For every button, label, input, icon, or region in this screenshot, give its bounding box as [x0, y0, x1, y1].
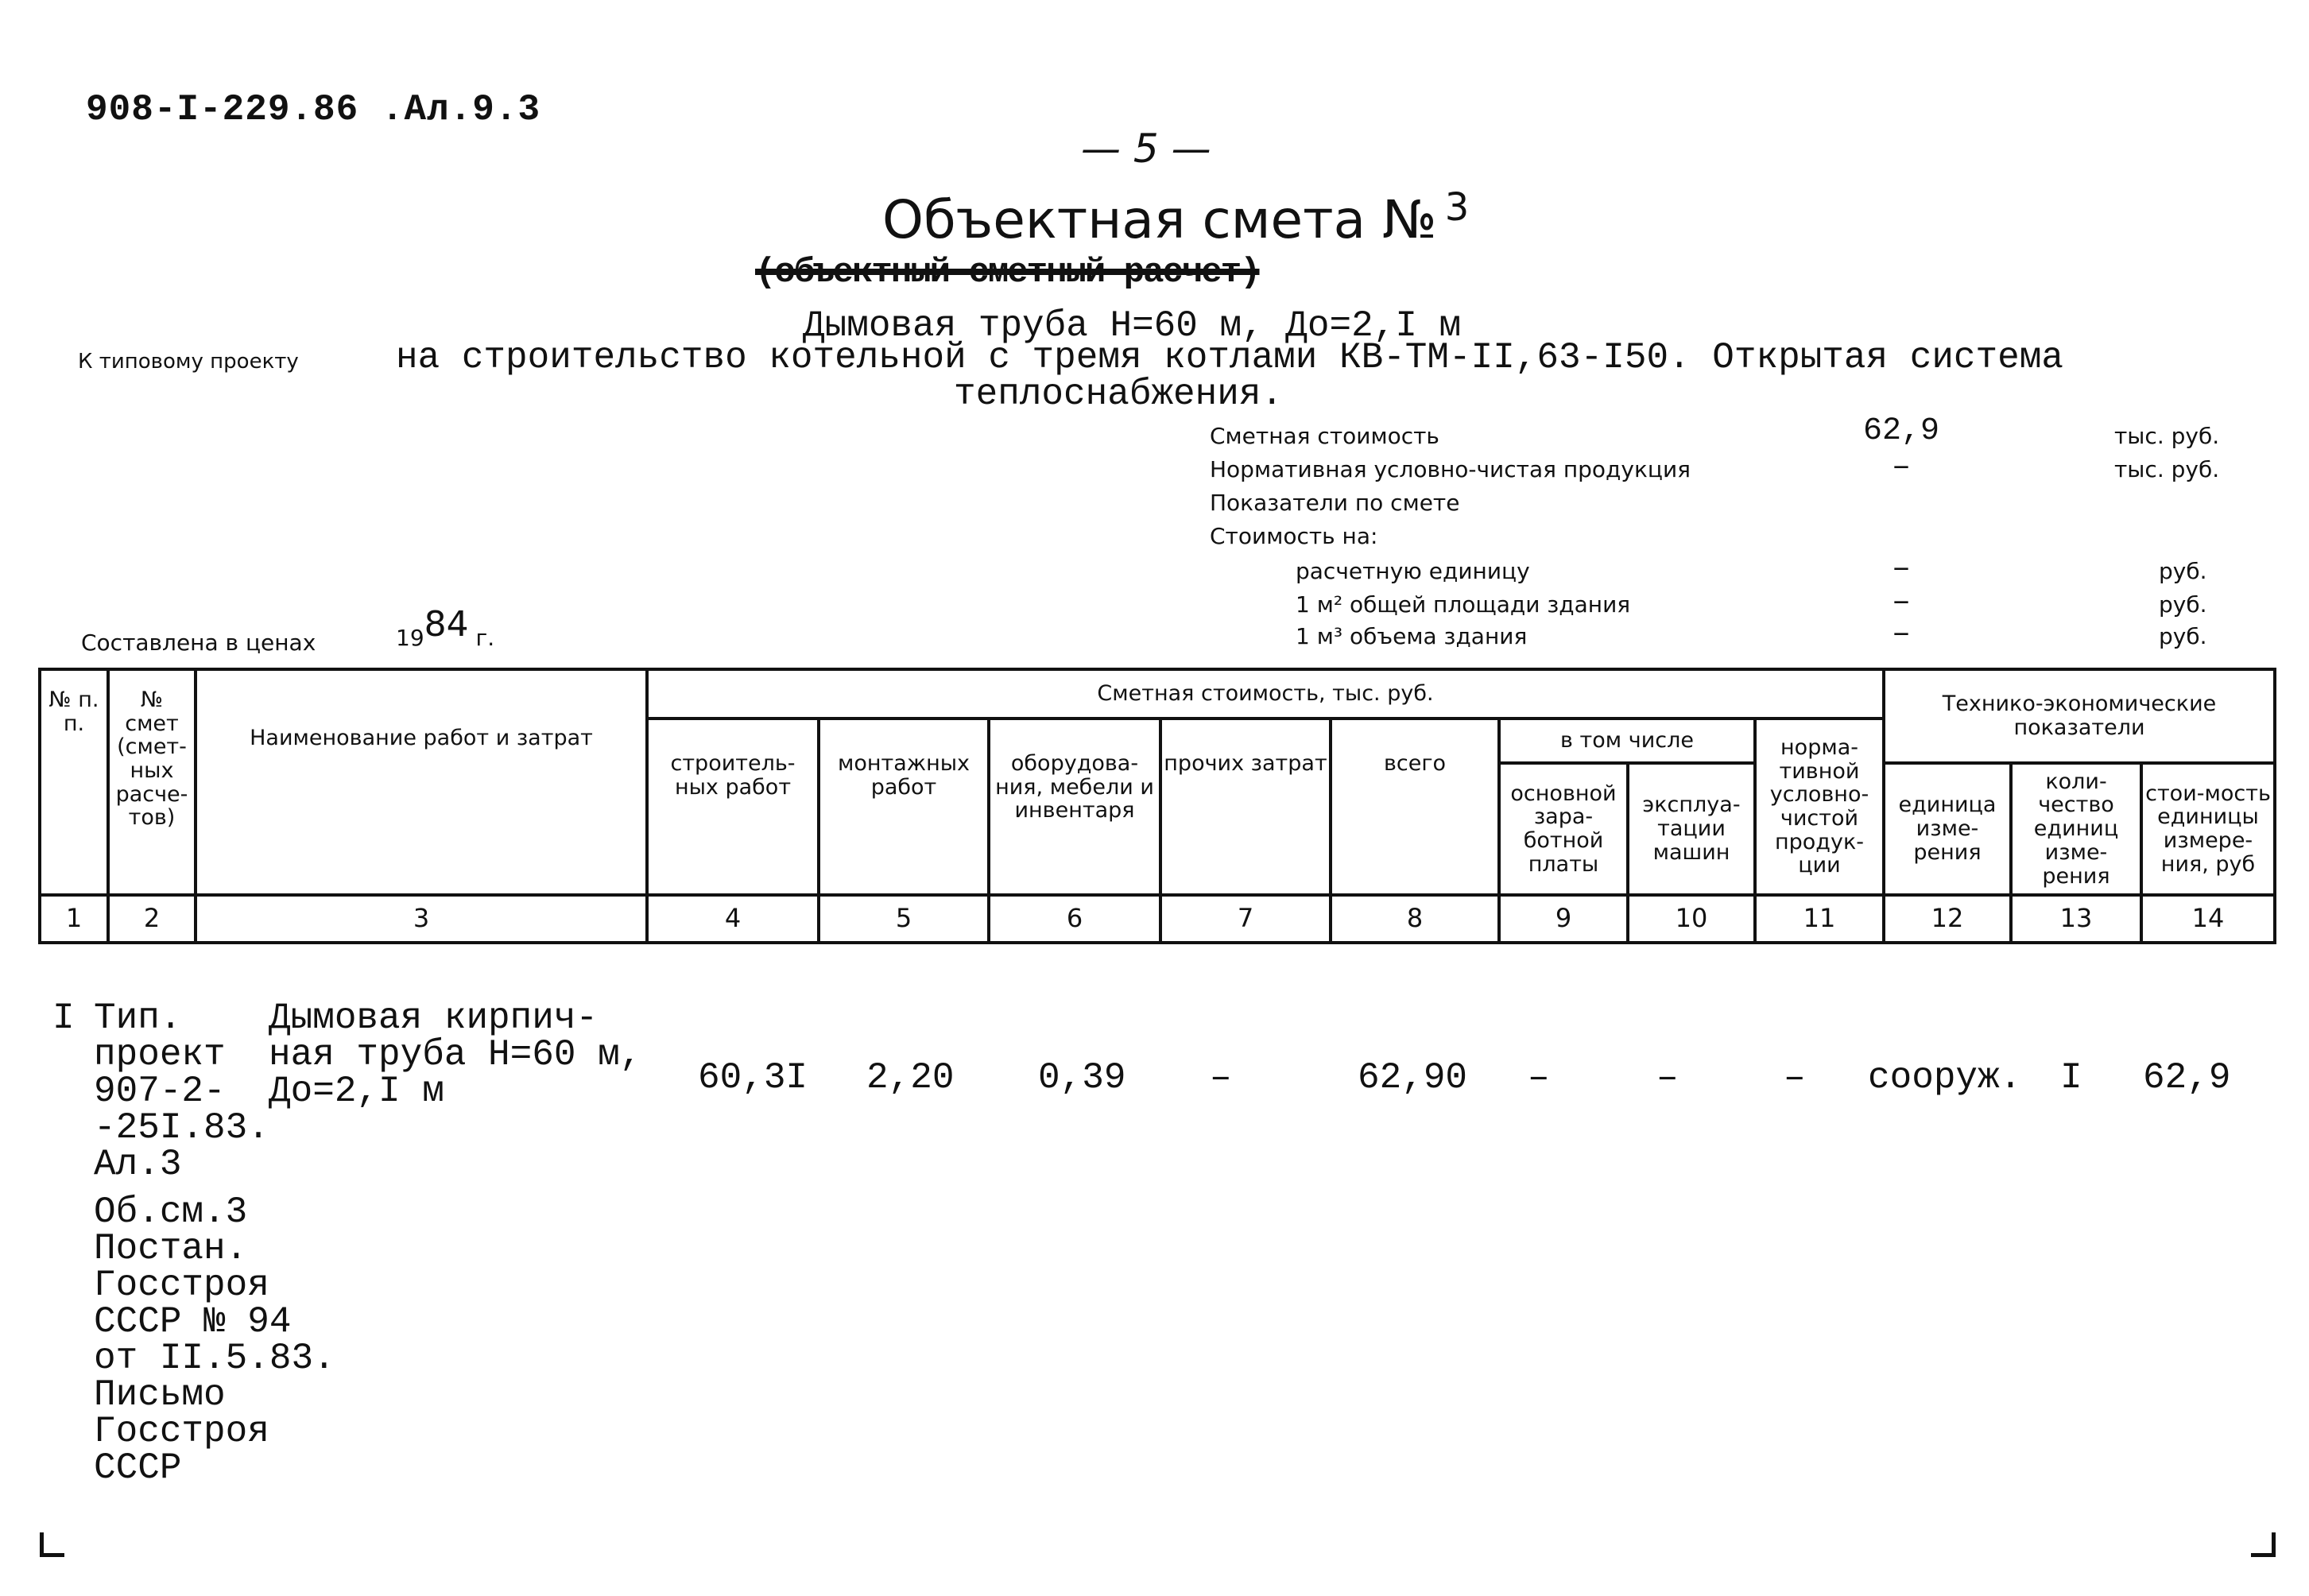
- col-number: 14: [2141, 895, 2275, 943]
- normative-label: Нормативная условно-чистая продукция: [1210, 456, 1691, 482]
- year-unit: г.: [475, 625, 495, 651]
- area-value: –: [1892, 585, 1912, 621]
- ref-line: от II.5.83.: [94, 1338, 335, 1379]
- estimated-cost-label: Сметная стоимость: [1210, 423, 1439, 449]
- ref-line: Госстроя: [94, 1411, 269, 1452]
- ref-line: 907-2-: [94, 1071, 226, 1112]
- header-unit-cost: стои-мость единицы измере-ния, руб: [2141, 763, 2275, 895]
- row-other: –: [1210, 1057, 1232, 1098]
- row-normative: –: [1784, 1057, 1806, 1098]
- project-text-line2: теплоснабжения.: [954, 374, 1284, 415]
- struck-subtitle: [755, 253, 1260, 292]
- ref-line: СССР № 94: [94, 1301, 292, 1342]
- ref-line: -25I.83.: [94, 1107, 269, 1149]
- page-title: [882, 185, 1470, 250]
- year-prefix: 19: [396, 625, 424, 651]
- row-equip: 0,39: [1038, 1057, 1126, 1098]
- header-name: Наименование работ и затрат: [196, 669, 647, 895]
- name-line: До=2,I м: [269, 1071, 444, 1112]
- header-normative: норма-тивной условно-чистой продук-ции: [1755, 719, 1884, 895]
- volume-label: 1 м³ объема здания: [1296, 623, 1528, 649]
- row-qty: I: [2060, 1057, 2082, 1098]
- indicators-label: Показатели по смете: [1210, 490, 1460, 516]
- header-salary: основной зара-ботной платы: [1499, 763, 1628, 895]
- struck-subtitle-text: (объектный сметный расчет): [755, 253, 1260, 292]
- row-unit: сооруж.: [1868, 1057, 2022, 1098]
- header-smet: № смет (смет-ных расче-тов): [108, 669, 196, 895]
- col-number: 3: [196, 895, 647, 943]
- header-machines: эксплуа-тации машин: [1628, 763, 1755, 895]
- volume-value: –: [1892, 617, 1912, 653]
- header-incl: в том числе: [1499, 719, 1755, 763]
- ref-line: проект: [94, 1034, 226, 1075]
- ref-line: СССР: [94, 1447, 182, 1489]
- col-number: 5: [819, 895, 989, 943]
- col-number: 6: [989, 895, 1160, 943]
- row-build: 60,3I: [698, 1057, 808, 1098]
- ref-line: Тип.: [94, 998, 182, 1039]
- ref-line: Постан.: [94, 1228, 248, 1269]
- header-total: всего: [1331, 719, 1499, 895]
- ref-line: Письмо: [94, 1374, 226, 1416]
- page-number: — 5 —: [1081, 126, 1211, 172]
- ref-line: Госстроя: [94, 1265, 269, 1306]
- ref-line: Об.см.3: [94, 1191, 248, 1233]
- estimate-table: [38, 668, 2276, 944]
- header-tech-group: Технико-экономические показатели: [1884, 669, 2275, 763]
- calc-unit-label: расчетную единицу: [1296, 558, 1530, 584]
- row-mount: 2,20: [866, 1057, 955, 1098]
- header-other: прочих затрат: [1160, 719, 1331, 895]
- crop-mark-left: [40, 1532, 64, 1557]
- col-number: 12: [1884, 895, 2011, 943]
- col-number: 10: [1628, 895, 1755, 943]
- header-mount: монтажных работ: [819, 719, 989, 895]
- ref-line: Ал.3: [94, 1144, 182, 1185]
- area-unit: руб.: [2159, 591, 2207, 618]
- name-line: ная труба Н=60 м,: [269, 1034, 642, 1075]
- row-name: [269, 1000, 641, 1110]
- year-suffix: 84: [424, 604, 469, 645]
- row-index: I: [52, 998, 75, 1039]
- calc-unit-unit: руб.: [2159, 558, 2207, 584]
- prices-year: [396, 604, 495, 654]
- project-label: К типовому проекту: [78, 350, 299, 374]
- header-pp: № п. п.: [40, 669, 108, 895]
- cost-per-label: Стоимость на:: [1210, 523, 1378, 549]
- col-number: 8: [1331, 895, 1499, 943]
- estimated-cost-value: 62,9: [1863, 413, 1940, 449]
- col-number: 4: [647, 895, 819, 943]
- col-number: 1: [40, 895, 108, 943]
- header-equip: оборудова-ния, мебели и инвентаря: [989, 719, 1160, 895]
- title-text: Объектная смета №: [882, 189, 1437, 250]
- row-unit-cost: 62,9: [2143, 1057, 2231, 1098]
- col-number: 13: [2011, 895, 2141, 943]
- area-label: 1 м² общей площади здания: [1296, 591, 1631, 618]
- header-qty: коли-чество единиц изме-рения: [2011, 763, 2141, 895]
- project-text-line1: на строительство котельной с тремя котлами КВ-ТМ-II,63-I50. Открытая система: [396, 337, 2063, 378]
- row-salary: –: [1528, 1057, 1550, 1098]
- row-total: 62,90: [1358, 1057, 1468, 1098]
- header-unit: единица изме-рения: [1884, 763, 2011, 895]
- col-number: 7: [1160, 895, 1331, 943]
- col-number: 11: [1755, 895, 1884, 943]
- object-name: Дымовая труба Н=60 м, До=2,I м: [803, 305, 1462, 347]
- prices-label: Составлена в ценах: [81, 629, 316, 656]
- crop-mark-right: [2251, 1532, 2276, 1557]
- col-number: 2: [108, 895, 196, 943]
- estimated-cost-unit: тыс. руб.: [2114, 423, 2220, 449]
- normative-unit: тыс. руб.: [2114, 456, 2220, 482]
- volume-unit: руб.: [2159, 623, 2207, 649]
- header-build: строитель-ных работ: [647, 719, 819, 895]
- name-line: Дымовая кирпич-: [269, 998, 599, 1039]
- title-number: 3: [1444, 185, 1470, 230]
- col-number: 9: [1499, 895, 1628, 943]
- row-machines: –: [1656, 1057, 1679, 1098]
- normative-value: –: [1892, 450, 1912, 486]
- header-cost-group: Сметная стоимость, тыс. руб.: [647, 669, 1884, 719]
- document-code: 908-I-229.86 .Ал.9.3: [86, 89, 541, 130]
- calc-unit-value: –: [1892, 552, 1912, 587]
